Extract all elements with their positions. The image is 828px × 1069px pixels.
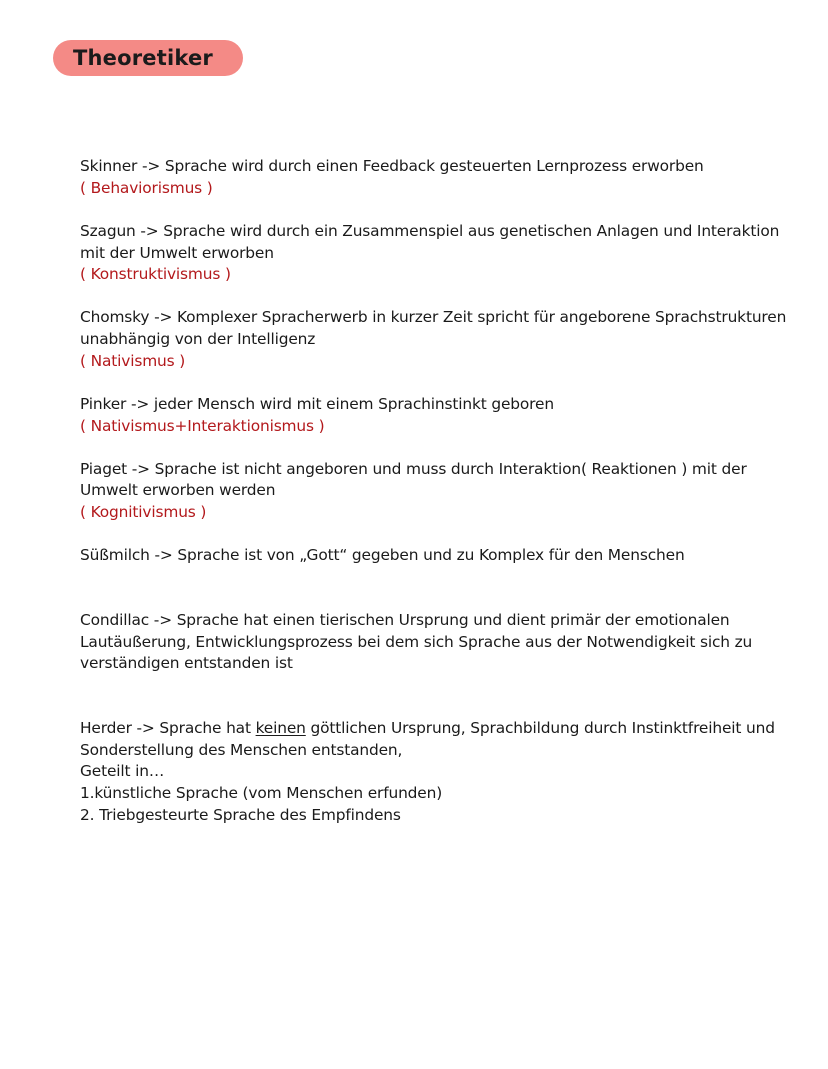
- entry-chomsky: [80, 307, 798, 372]
- entry-text-part: Herder -> Sprache hat: [80, 718, 256, 737]
- entry-text: Szagun -> Sprache wird durch ein Zusammenspiel aus genetischen Anlagen und Interaktion: [80, 221, 780, 240]
- entry-text: Süßmilch -> Sprache ist von „Gott“ gegeben und zu Komplex für den Menschen: [80, 546, 685, 565]
- theorist-list: [80, 156, 798, 826]
- school-label: ( Nativismus+Interaktionismus ): [80, 416, 325, 435]
- emphasis-underline: keinen: [255, 718, 306, 737]
- list-item: 1.künstliche Sprache (vom Menschen erfunden): [80, 784, 443, 803]
- entry-text: Skinner -> Sprache wird durch einen Feedback gesteuerten Lernprozess erworben: [80, 157, 704, 175]
- entry-text: verständigen entstanden ist: [80, 654, 293, 673]
- school-label: ( Konstruktivismus ): [80, 265, 231, 284]
- entry-suessmilch: [80, 545, 798, 567]
- entry-text: Pinker -> jeder Mensch wird mit einem Sprachinstinkt geboren: [80, 394, 554, 413]
- entry-text: unabhängig von der Intelligenz: [80, 330, 316, 348]
- entry-piaget: [80, 459, 798, 524]
- entry-text: Condillac -> Sprache hat einen tierischen Ursprung und dient primär der emotionalen: [80, 610, 730, 629]
- school-label: ( Kognitivismus ): [80, 503, 207, 521]
- entry-condillac: [80, 610, 798, 675]
- list-item: 2. Triebgesteurte Sprache des Empfindens: [80, 805, 401, 824]
- entry-text: Umwelt erworben werden: [80, 481, 276, 500]
- entry-pinker: [80, 394, 798, 437]
- entry-herder: [80, 718, 798, 827]
- entry-text: mit der Umwelt erworben: [80, 243, 274, 262]
- entry-skinner: [80, 156, 798, 199]
- entry-szagun: [80, 221, 798, 286]
- entry-text: Sonderstellung des Menschen entstanden,: [80, 740, 403, 759]
- entry-text-part: göttlichen Ursprung, Sprachbildung durch Instinktfreiheit und: [305, 718, 775, 737]
- school-label: ( Nativismus ): [80, 351, 186, 370]
- entry-text: [80, 718, 798, 740]
- page-title: Theoretiker: [53, 40, 243, 76]
- entry-text: Chomsky -> Komplexer Spracherwerb in kurzer Zeit spricht für angeborene Sprachstrukturen: [80, 308, 787, 327]
- entry-text: Piaget -> Sprache ist nicht angeboren und muss durch Interaktion( Reaktionen ) mit der: [80, 459, 747, 478]
- entry-text: Geteilt in…: [80, 762, 165, 781]
- school-label: ( Behaviorismus ): [80, 178, 213, 197]
- entry-text: Lautäußerung, Entwicklungsprozess bei dem sich Sprache aus der Notwendigkeit sich zu: [80, 632, 753, 651]
